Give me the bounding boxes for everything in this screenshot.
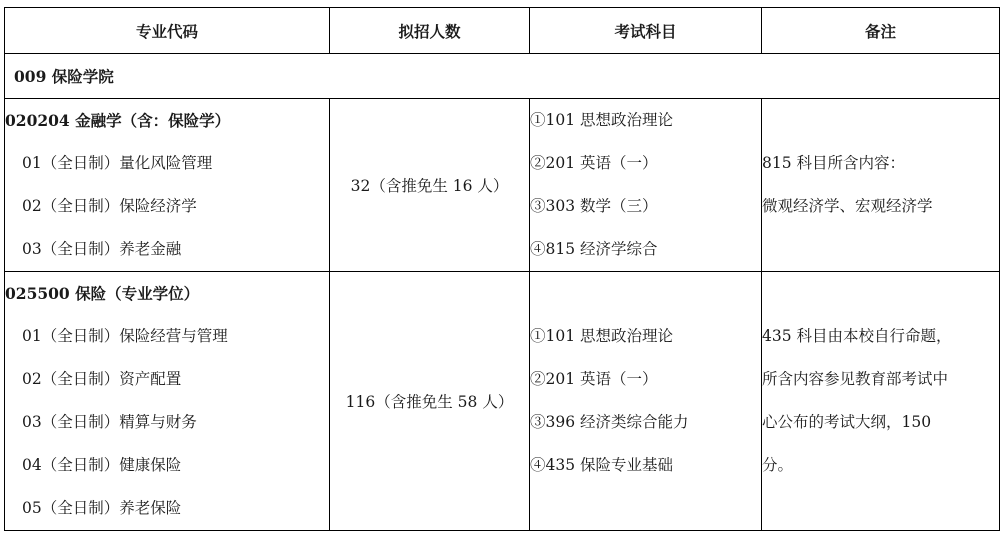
direction-item: 03（全日制）养老金融: [22, 240, 182, 258]
department-name: 009 保险学院: [5, 54, 1000, 99]
admissions-table: [4, 7, 1000, 531]
major-cell: [5, 272, 330, 531]
major-title: 025500 保险（专业学位）: [5, 284, 200, 303]
direction-item: 01（全日制）量化风险管理: [22, 154, 213, 172]
header-row: [5, 8, 1000, 54]
header-notes: 备注: [762, 8, 1000, 54]
quota-cell: 116（含推免生 58 人）: [330, 272, 530, 531]
note-line: 435 科目由本校自行命题，: [762, 327, 952, 345]
direction-item: 05（全日制）养老保险: [22, 499, 182, 517]
direction-item: 02（全日制）保险经济学: [22, 197, 197, 215]
notes-cell: [762, 99, 1000, 272]
note-line: 分。: [762, 456, 794, 474]
direction-item: 03（全日制）精算与财务: [22, 413, 197, 431]
subject-item: ②201 英语（一）: [530, 154, 658, 172]
subject-item: ③303 数学（三）: [530, 197, 658, 215]
subject-item: ①101 思想政治理论: [530, 327, 674, 345]
subjects-cell: [530, 272, 762, 531]
major-title: 020204 金融学（含：保险学）: [5, 111, 231, 130]
header-quota: 拟招人数: [330, 8, 530, 54]
note-line: 所含内容参见教育部考试中: [762, 370, 949, 388]
direction-item: 02（全日制）资产配置: [22, 370, 182, 388]
note-line: 心公布的考试大纲，150: [762, 413, 932, 431]
header-major-code: 专业代码: [5, 8, 330, 54]
subjects-cell: [530, 99, 762, 272]
direction-item: 01（全日制）保险经营与管理: [22, 327, 228, 345]
subject-item: ④435 保险专业基础: [530, 456, 674, 474]
note-line: 815 科目所含内容：: [762, 154, 906, 172]
subject-item: ①101 思想政治理论: [530, 111, 674, 129]
table-row: [5, 99, 1000, 272]
department-row: [5, 54, 1000, 99]
major-cell: [5, 99, 330, 272]
subject-item: ②201 英语（一）: [530, 370, 658, 388]
subject-item: ③396 经济类综合能力: [530, 413, 689, 431]
notes-cell: [762, 272, 1000, 531]
subject-item: ④815 经济学综合: [530, 240, 658, 258]
table-row: [5, 272, 1000, 531]
direction-item: 04（全日制）健康保险: [22, 456, 182, 474]
note-line: 微观经济学、宏观经济学: [762, 197, 933, 215]
quota-cell: 32（含推免生 16 人）: [330, 99, 530, 272]
header-exam-subjects: 考试科目: [530, 8, 762, 54]
